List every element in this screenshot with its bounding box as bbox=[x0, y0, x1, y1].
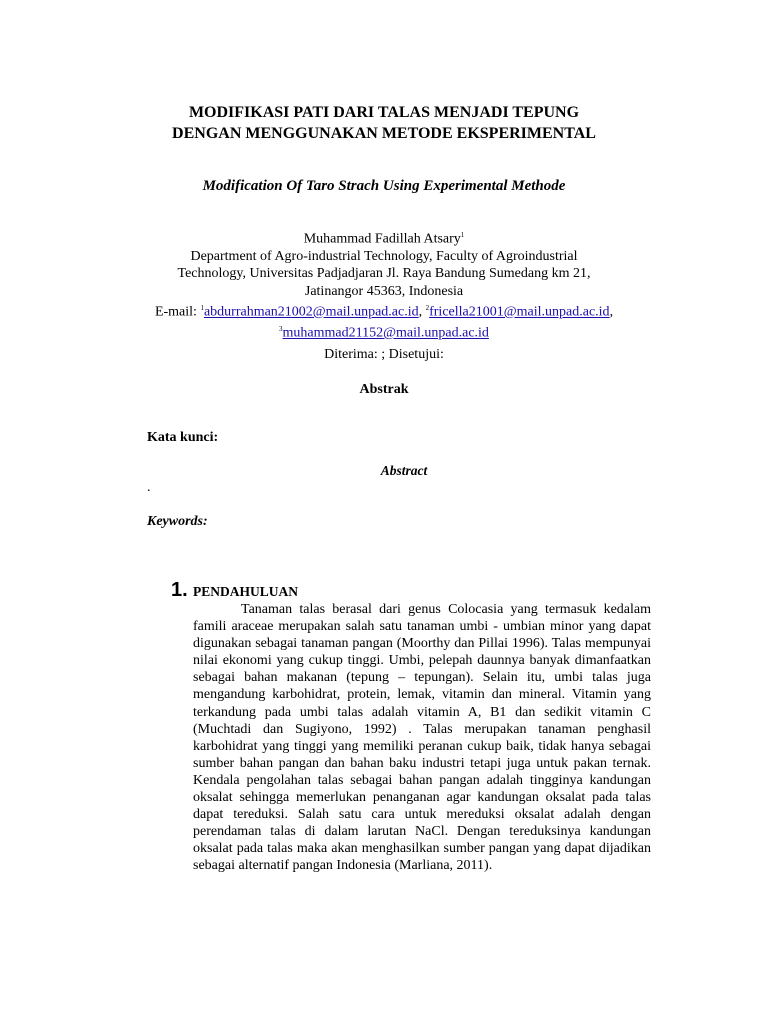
email-link-1[interactable]: abdurrahman21002@mail.unpad.ac.id bbox=[203, 304, 419, 320]
section-body bbox=[193, 601, 651, 875]
email-label: E-mail: bbox=[154, 304, 197, 320]
author-superscript: 1 bbox=[460, 231, 465, 239]
abstract-heading: Abstract bbox=[380, 463, 428, 478]
section-title: PENDAHULUAN bbox=[193, 584, 299, 599]
author-block bbox=[120, 227, 648, 342]
paper-subtitle: Modification Of Taro Strach Using Experimental Methode bbox=[202, 178, 566, 194]
email-line-2: $^3$muhammad21152@mail.unpad.ac.id bbox=[279, 325, 489, 341]
author-name: Muhammad Fadillah Atsary bbox=[303, 231, 461, 247]
body-paragraph: Tanaman talas berasal dari genus Colocasia yang termasuk kedalam famili araceae merupakan salah satu tanaman umbi - umbian minor yang dapat digunakan sebagai tanaman pangan (Moorthy dan Pillai 1996). Talas mempunyai nilai ekonomi yang cukup tinggi. Umbi, pelepah daunnya banyak dimanfaatkan sebagai bahan makanan (tepung – tepungan). Selain itu, umbi talas juga mengandung karbohidrat, protein, lemak, vitamin dan mineral. Vitamin yang terkandung pada umbi talas adalah vitamin A, B1 dan sedikit vitamin C (Muchtadi dan Sugiyono, 1992) . Talas merupakan tanaman penghasil karbohidrat yang tinggi yang memiliki peranan cukup baik, tidak hanya sebagai sumber bahan pangan dan bahan baku industri tetapi juga untuk pakan ternak. Kendala pengolahan talas sebagai bahan pangan adalah tingginya kandungan oksalat sehingga memerlukan penanganan agar kandungan oksalat pada talas dapat tereduksi. Salah satu cara untuk mereduksi oksalat adalah dengan perendaman talas di dalam larutan NaCl. Dengan tereduksinya kandungan oksalat pada talas maka akan menghasilkan sumber pangan yang dapat dijadikan sebagai alternatif pangan Indonesia (Marliana, 2011). bbox=[193, 602, 651, 874]
email-link-3[interactable]: muhammad21152@mail.unpad.ac.id bbox=[282, 326, 489, 341]
email-link-2[interactable]: fricella21001@mail.unpad.ac.id bbox=[429, 304, 610, 320]
kata-kunci-label: Kata kunci: bbox=[147, 430, 219, 445]
keywords-label: Keywords: bbox=[147, 514, 208, 529]
abstract-dot: . bbox=[147, 480, 151, 495]
abstrak-heading: Abstrak bbox=[359, 382, 409, 397]
received-date: Diterima: ; Disetujui: bbox=[324, 347, 444, 362]
email-line: E-mail: $^1$abdurrahman21002@mail.unpad.ac.id, $^2$fricella21001@mail.unpad.ac.id, bbox=[154, 304, 614, 320]
affiliation-line-3: Jatinangor 45363, Indonesia bbox=[304, 283, 464, 299]
affiliation-line-2: Technology, Universitas Padjadjaran Jl. Raya Bandung Sumedang km 21, bbox=[177, 266, 591, 282]
affiliation-line-1: Department of Agro-industrial Technology, Faculty of Agroindustrial bbox=[190, 249, 578, 265]
title-line-2: DENGAN MENGGUNAKAN METODE EKSPERIMENTAL bbox=[172, 125, 596, 142]
paper-title bbox=[100, 102, 668, 144]
title-line-1: MODIFIKASI PATI DARI TALAS MENJADI TEPUNG bbox=[188, 104, 580, 121]
section-number: 1. bbox=[171, 579, 188, 601]
